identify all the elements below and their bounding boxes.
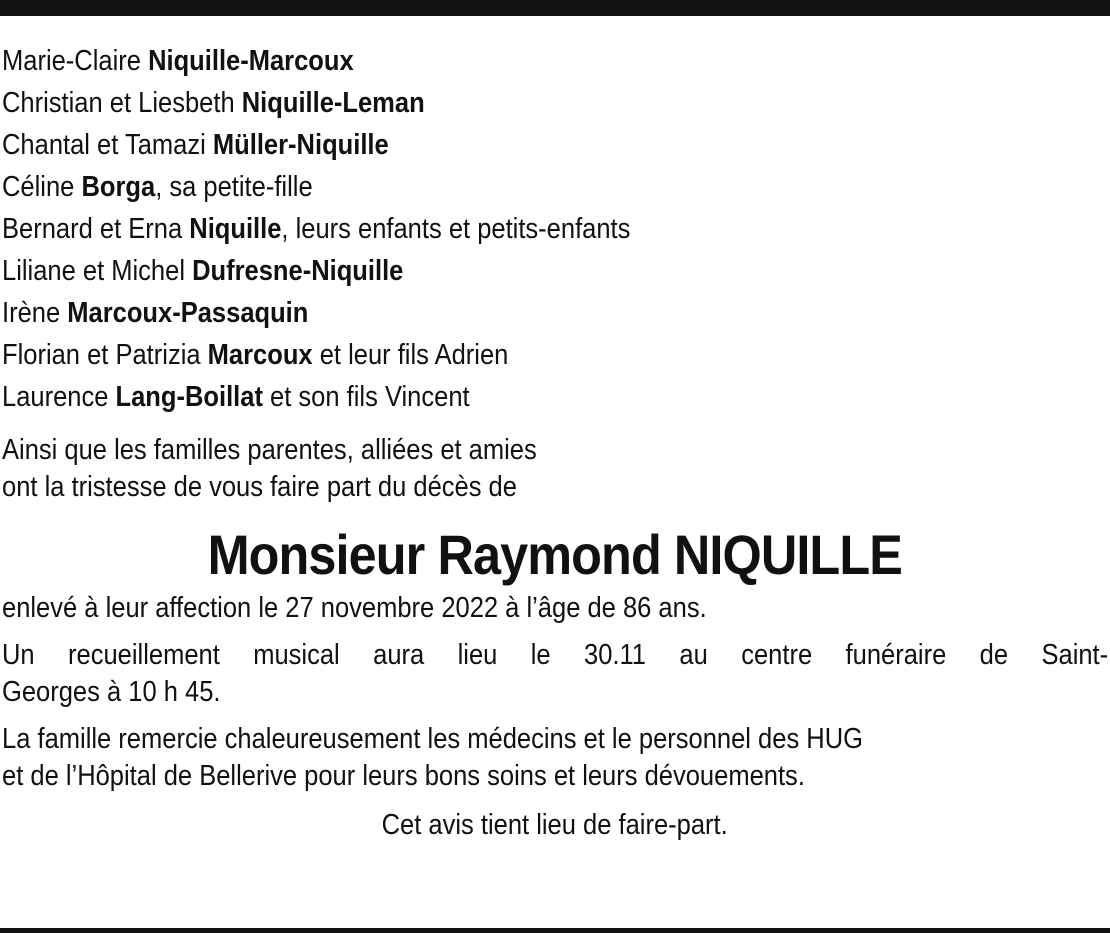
closing-line: Cet avis tient lieu de faire-part.	[381, 809, 729, 841]
affection-line: enlevé à leur affection le 27 novembre 2022 à l’âge de 86 ans.	[2, 592, 707, 624]
thanks-line: La famille remercie chaleureusement les médecins et le personnel des HUG	[2, 723, 864, 755]
death-notice	[2, 40, 1108, 844]
thanks-line: et de l’Hôpital de Bellerive pour leurs bons soins et leurs dévouements.	[2, 760, 805, 792]
family-member: Céline Borga, sa petite-fille	[2, 171, 313, 203]
family-surname: Niquille-Leman	[241, 87, 425, 119]
family-member: Laurence Lang-Boillat et son fils Vincent	[2, 381, 470, 413]
family-surname: Niquille	[189, 213, 282, 245]
family-surname: Marcoux-Passaquin	[67, 297, 309, 329]
deceased-name-heading: Monsieur Raymond NIQUILLE	[207, 523, 903, 586]
intro-line: ont la tristesse de vous faire part du décès de	[2, 471, 517, 503]
family-surname: Müller-Niquille	[212, 129, 389, 161]
family-member: Bernard et Erna Niquille, leurs enfants et petits-enfants	[2, 213, 631, 245]
thanks-paragraph	[2, 721, 1108, 795]
family-surname: Marcoux	[207, 339, 313, 371]
family-list	[2, 40, 1108, 418]
family-surname: Lang-Boillat	[115, 381, 263, 413]
ceremony-paragraph	[2, 637, 1108, 711]
intro-paragraph	[2, 432, 1108, 506]
top-border-rule	[0, 0, 1110, 16]
family-member: Irène Marcoux-Passaquin	[2, 297, 309, 329]
family-surname: Niquille-Marcoux	[148, 45, 354, 77]
family-member: Florian et Patrizia Marcoux et leur fils Adrien	[2, 339, 509, 371]
family-surname: Dufresne-Niquille	[192, 255, 404, 287]
intro-line: Ainsi que les familles parentes, alliées et amies	[2, 434, 537, 466]
family-member: Christian et Liesbeth Niquille-Leman	[2, 87, 425, 119]
family-member: Marie-Claire Niquille-Marcoux	[2, 45, 354, 77]
family-surname: Borga	[81, 171, 156, 203]
family-member: Liliane et Michel Dufresne-Niquille	[2, 255, 404, 287]
ceremony-line: Un recueillement musical aura lieu le 30.11 au centre funéraire de Saint-	[2, 639, 1109, 671]
bottom-border-rule	[0, 928, 1110, 933]
ceremony-line: Georges à 10 h 45.	[2, 676, 221, 708]
family-member: Chantal et Tamazi Müller-Niquille	[2, 129, 389, 161]
